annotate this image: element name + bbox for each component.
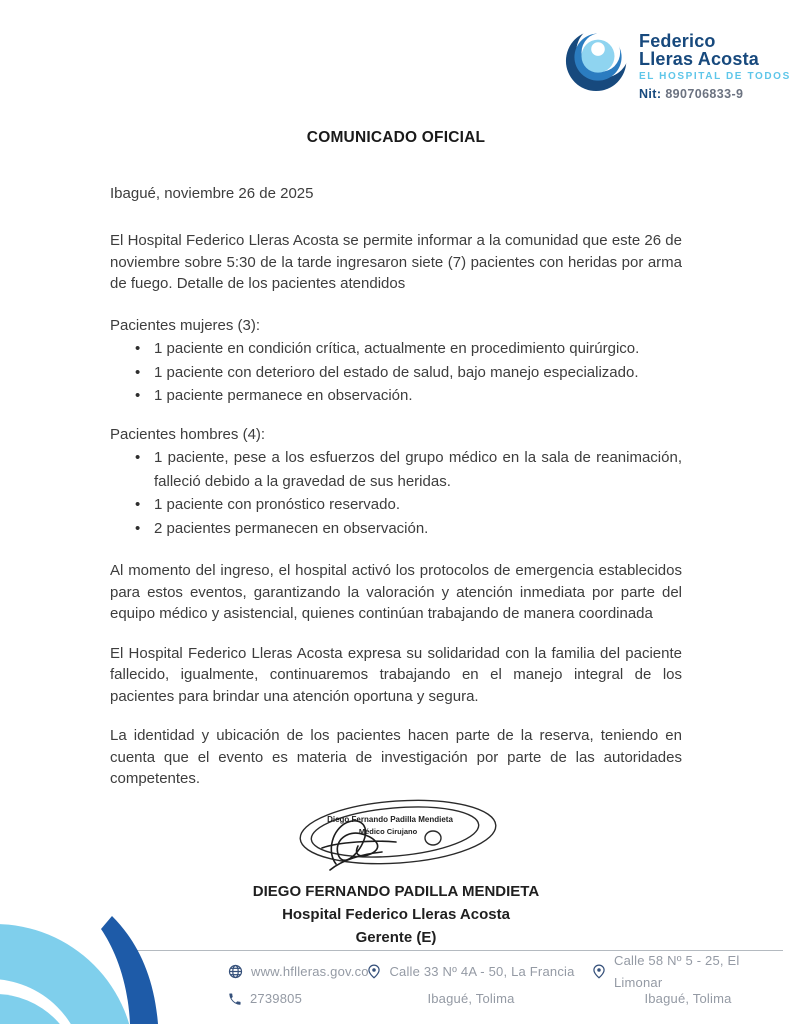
footer-address1-row [360,958,582,985]
footer-address1-city [360,985,582,1012]
footer-address2-line1: Calle 58 Nº 5 - 25, El Limonar [614,953,740,990]
list-item: • 1 paciente permanece en observación. [110,384,682,408]
list-item: • 1 paciente con pronóstico reservado. [110,493,682,517]
footer-address1-line2: Ibagué, Tolima [427,990,515,1006]
solidarity-paragraph: El Hospital Federico Lleras Acosta expresa su solidaridad con la familia del paciente fallecido, igualmente, continuaremos trabajando en el manejo integral de los pacientes para brindar una atención oportuna y segura. [110,644,682,705]
footer-website: www.hflleras.gov.co [251,963,369,979]
nit-label: Nit: [639,87,662,101]
footer-address2-row [592,953,784,990]
footer-address2-column [592,953,784,1012]
stamp-name-text: Diego Fernando Padilla Mendieta [327,814,453,824]
women-patients-header: Pacientes mujeres (3): [110,316,261,334]
footer-phone: 2739805 [250,990,303,1006]
stamp-title-text: Médico Cirujano [358,826,418,836]
signer-org: Hospital Federico Lleras Acosta [282,906,510,923]
signer-name: DIEGO FERNANDO PADILLA MENDIETA [252,883,540,900]
men-patients-header: Pacientes hombres (4): [110,425,266,443]
women-patients-list [110,337,682,408]
map-pin-icon [367,964,381,979]
document-title: COMUNICADO OFICIAL [306,129,486,146]
logo-name-line2: Lleras Acosta [639,49,759,69]
corner-decoration [0,824,280,1024]
list-item: • 2 pacientes permanecen en observación. [110,517,682,541]
footer-address1-column [360,958,582,1012]
signer-role: Gerente (E) [355,929,437,946]
footer-address1-line1: Calle 33 Nº 4A - 50, La Francia [389,963,575,979]
footer-address2-line2: Ibagué, Tolima [644,990,732,1006]
hospital-logo-icon [565,24,631,101]
privacy-paragraph: La identidad y ubicación de los pacientes hacen parte de la reserva, teniendo en cuenta que el evento es materia de investigación por parte de las autoridades competentes. [110,727,682,787]
date-line: Ibagué, noviembre 26 de 2025 [110,184,314,202]
hospital-logo-text [639,24,791,102]
logo-name-line1: Federico [639,31,716,51]
list-item: • 1 paciente con deterioro del estado de salud, bajo manejo especializado. [110,361,682,385]
list-item: • 1 paciente en condición crítica, actualmente en procedimiento quirúrgico. [110,337,682,361]
nit-value: 890706833-9 [665,87,744,101]
intro-paragraph: El Hospital Federico Lleras Acosta se permite informar a la comunidad que este 26 de noviembre sobre 5:30 de la tarde ingresaron siete (7) pacientes con heridas por arma de fuego. Detalle de los pacientes atendidos [110,232,682,292]
logo-nit [639,86,791,102]
map-pin-icon [592,964,606,979]
men-patients-list [110,446,682,540]
hospital-logo [565,24,791,102]
list-item: • 1 paciente, pese a los esfuerzos del grupo médico en la sala de reanimación, falleció debido a la gravedad de sus heridas. [110,446,682,493]
protocols-paragraph: Al momento del ingreso, el hospital activó los protocolos de emergencia establecidos para estos eventos, garantizando la valoración y atención inmediata por parte del equipo médico y asistencial, quienes continúan trabajando de manera coordinada [110,562,682,622]
logo-tagline: EL HOSPITAL DE TODOS [639,71,791,82]
